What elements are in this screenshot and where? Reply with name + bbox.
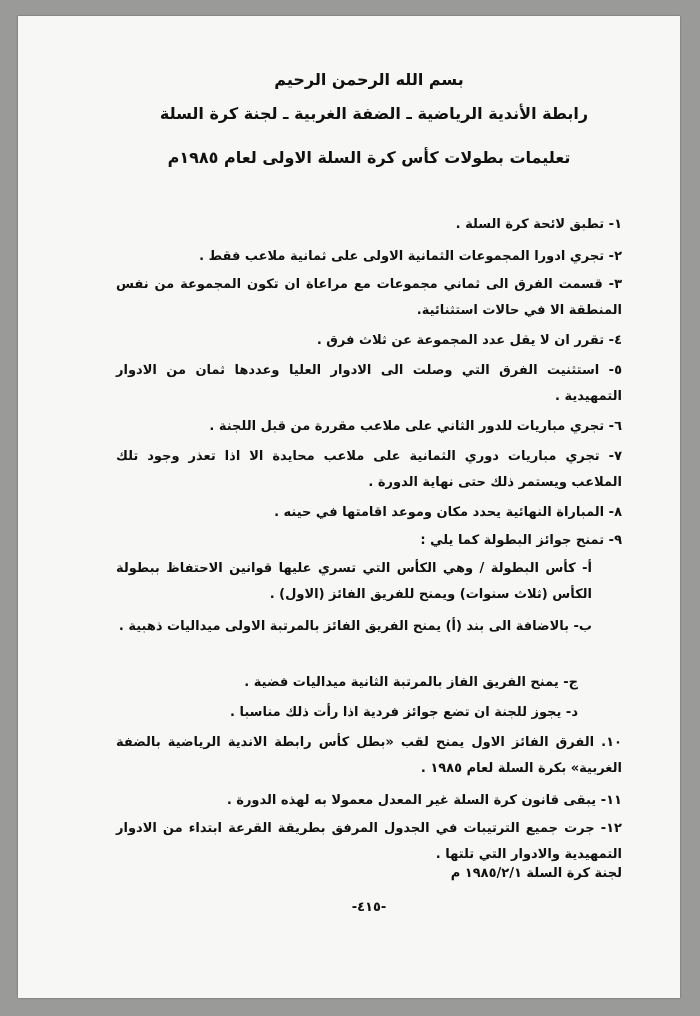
list-item: ٧- تجري مباريات دوري الثمانية على ملاعب محايدة الا اذا تعذر وجود تلك الملاعب ويستمر ذلك حتى نهاية الدورة . (116, 449, 622, 490)
list-item: ١- تطبق لائحة كرة السلة . (455, 217, 622, 232)
document-sheet (18, 16, 680, 998)
list-item: ١١- يبقى قانون كرة السلة غير المعدل معمولا به لهذه الدورة . (226, 793, 622, 808)
sub-list-item: أ- كأس البطولة / وهي الكأس التي تسري عليها قوانين الاحتفاظ ببطولة الكأس (ثلاث سنوات) ويمنح للفريق الفائز (الاول) . (116, 561, 592, 602)
list-item: ١٠. الفرق الفائز الاول يمنح لقب «بطل كأس رابطة الاندية الرياضية بالضفة الغربية» بكرة السلة لعام ١٩٨٥ . (116, 735, 622, 776)
basmala-heading: بسم الله الرحمن الرحيم (274, 70, 464, 89)
committee-signature: لجنة كرة السلة ١٩٨٥/٢/١ م (450, 866, 622, 881)
list-item: ٥- استثنيت الفرق التي وصلت الى الادوار العليا وعددها ثمان من الادوار التمهيدية . (116, 363, 622, 404)
document-title: تعليمات بطولات كأس كرة السلة الاولى لعام ١٩٨٥م (167, 148, 571, 167)
page-number: -٤١٥- (351, 900, 387, 915)
list-item: ١٢- جرت جميع الترتيبات في الجدول المرفق بطريقة القرعة ابتداء من الادوار التمهيدية والادوار التي تلتها . (116, 821, 622, 862)
list-item: ٩- تمنح جوائز البطولة كما يلي : (420, 533, 622, 548)
list-item: ٨- المباراة النهائية يحدد مكان وموعد اقامتها في حينه . (274, 505, 622, 520)
sub-list-item: د- يجوز للجنة ان تضع جوائز فردية اذا رأت ذلك مناسبا . (230, 705, 578, 720)
list-item: ٤- تقرر ان لا يقل عدد المجموعة عن ثلاث فرق . (316, 333, 622, 348)
list-item: ٢- تجري ادورا المجموعات الثمانية الاولى على ثمانية ملاعب فقط . (199, 249, 622, 264)
list-item: ٦- تجري مباريات للدور الثاني على ملاعب مقررة من قبل اللجنة . (209, 419, 622, 434)
list-item: ٣- قسمت الفرق الى ثماني مجموعات مع مراعاة ان تكون المجموعة من نفس المنطقة الا في حالات استثنائية. (116, 277, 622, 318)
sub-list-item: ب- بالاضافة الى بند (أ) يمنح الفريق الفائز بالمرتبة الاولى ميداليات ذهبية . (118, 619, 592, 634)
league-heading: رابطة الأندية الرياضية ـ الضفة الغربية ـ لجنة كرة السلة (159, 104, 589, 123)
sub-list-item: ج- يمنح الفريق الفاز بالمرتبة الثانية ميداليات فضية . (244, 675, 578, 690)
